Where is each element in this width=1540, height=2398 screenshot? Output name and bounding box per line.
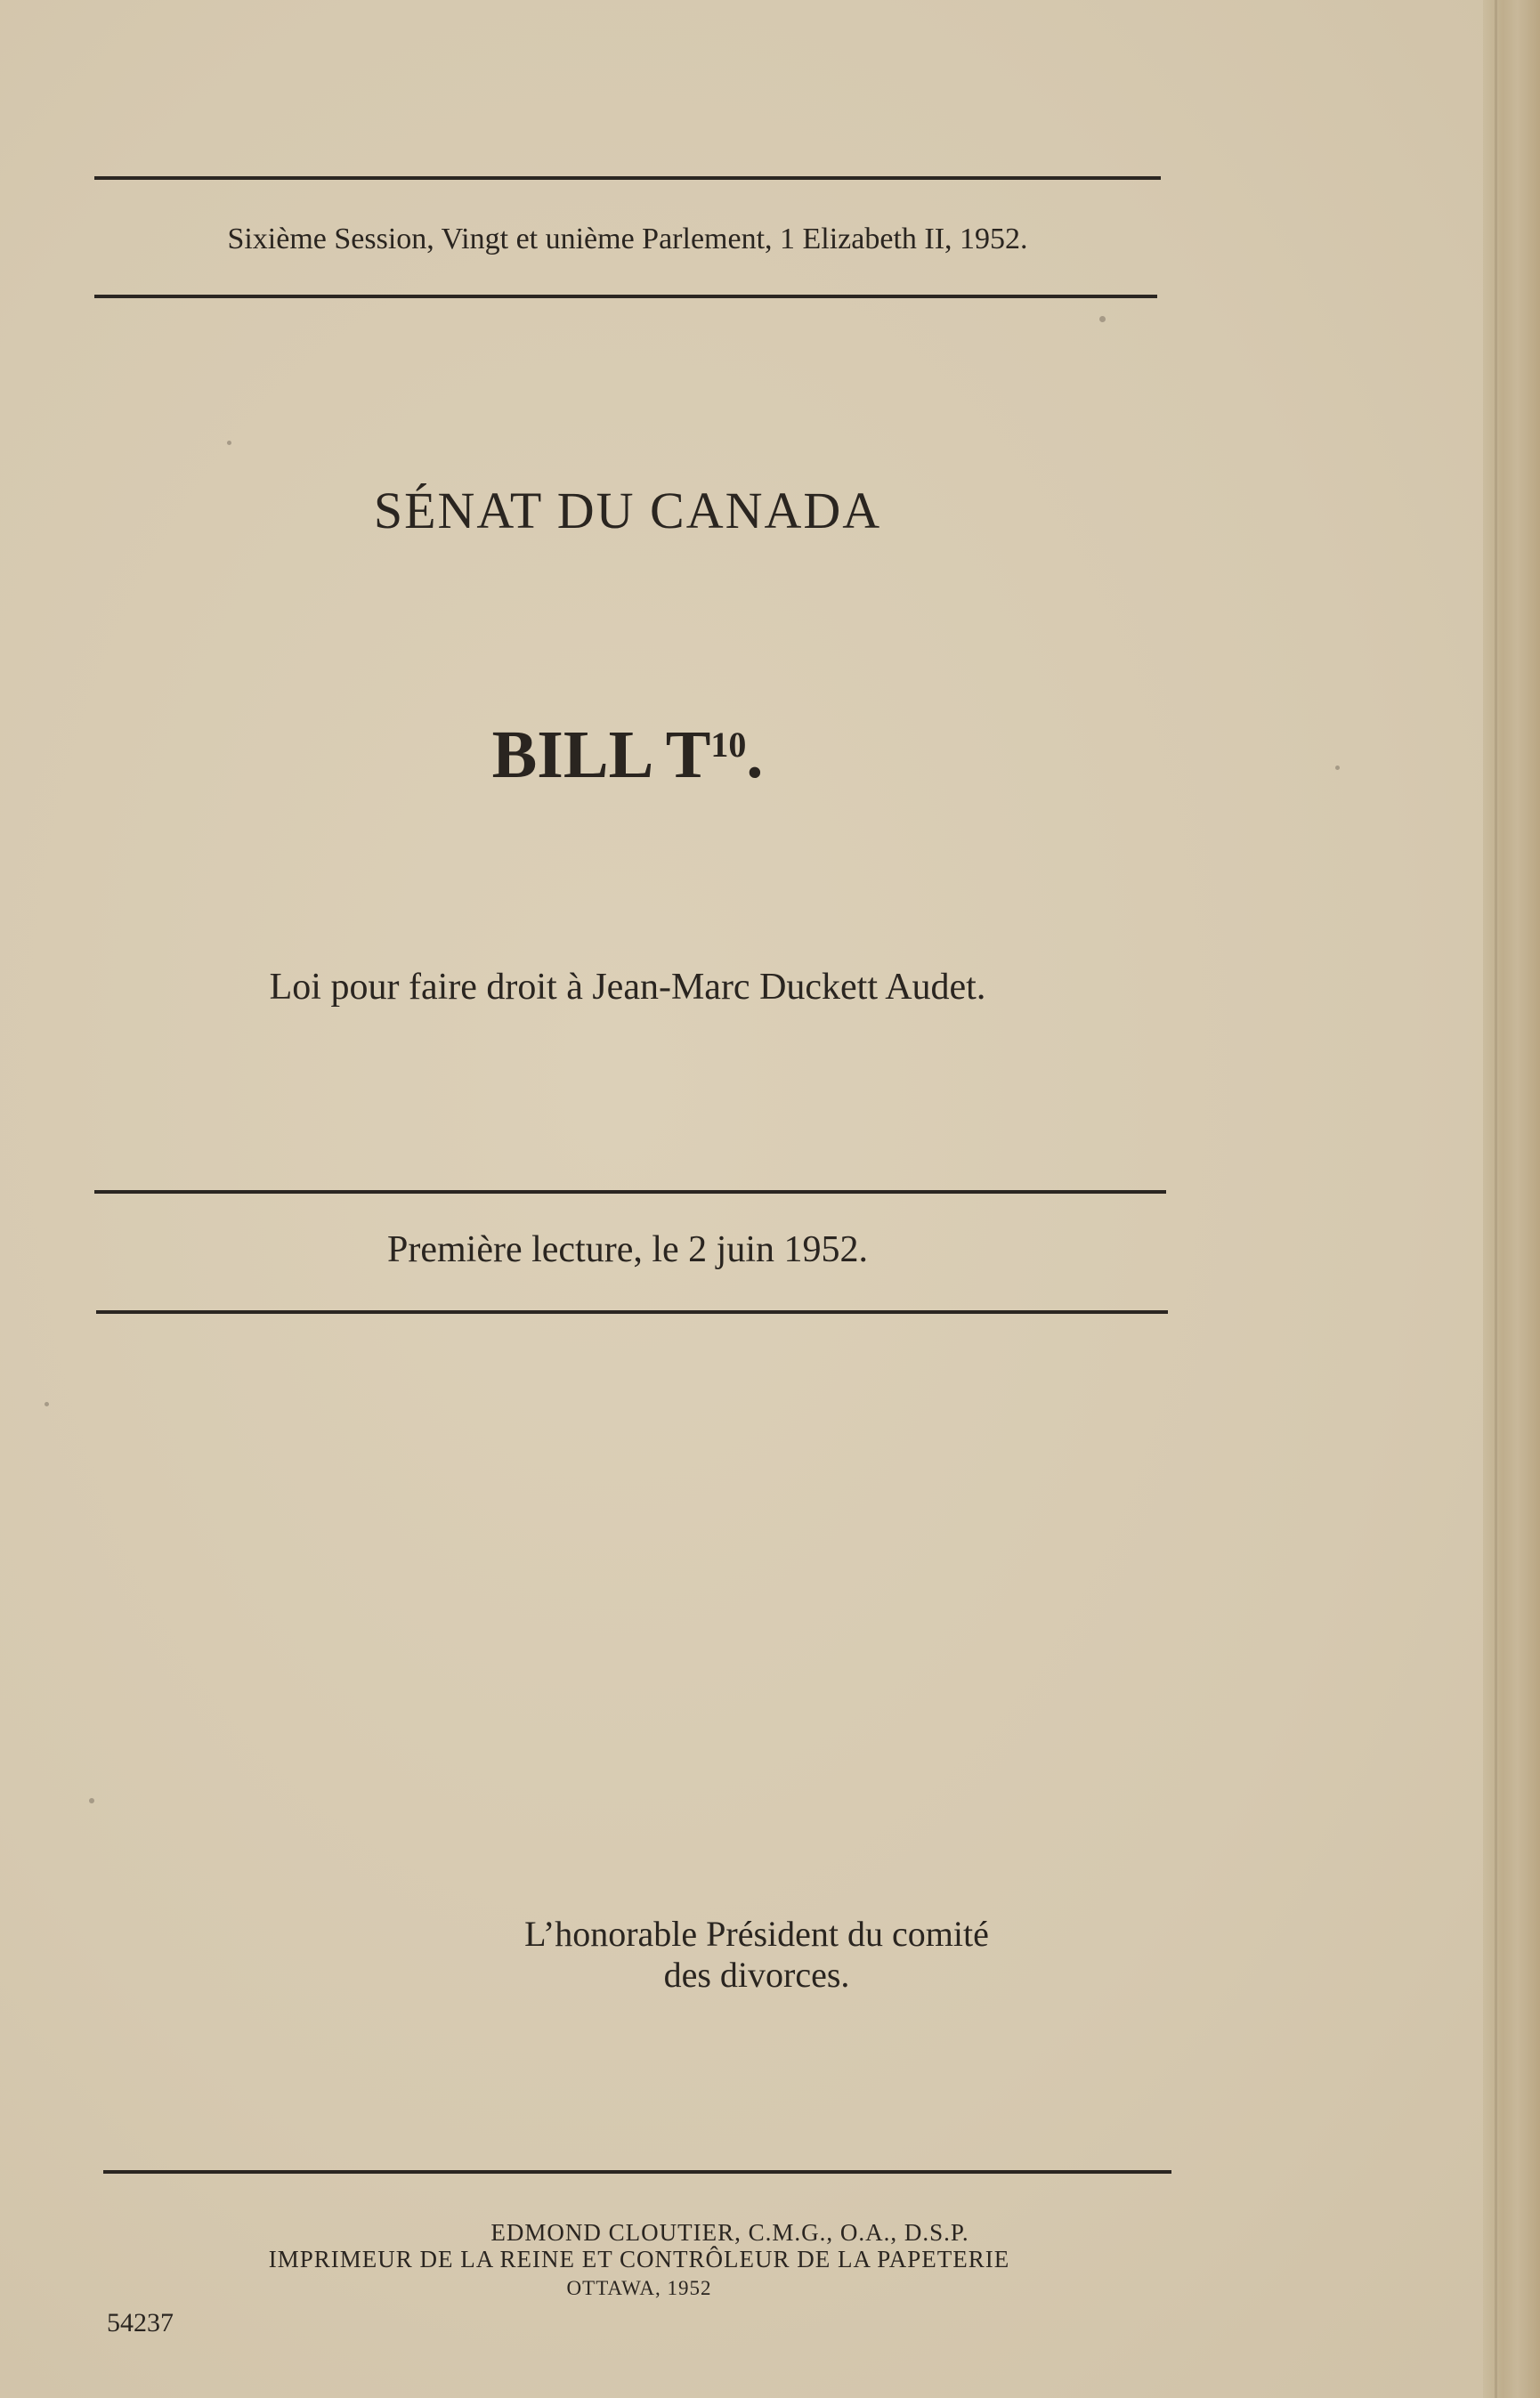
printer-title: IMPRIMEUR DE LA REINE ET CONTRÔLEUR DE LA PAPETERIE xyxy=(268,2246,1010,2272)
paper-speck xyxy=(227,441,231,445)
bill-superscript: 10 xyxy=(710,725,747,765)
footer-rule xyxy=(103,2170,1171,2174)
paper-speck xyxy=(45,1402,49,1406)
bill-prefix: BILL T xyxy=(491,717,711,792)
header-top-rule xyxy=(94,176,1161,180)
paper-speck xyxy=(89,1798,94,1803)
paper-speck xyxy=(1099,316,1106,322)
bill-title xyxy=(0,717,1255,794)
sponsor-line-1: L’honorable Président du comité xyxy=(524,1914,989,1954)
reading-top-rule xyxy=(94,1190,1166,1194)
document-number: 54237 xyxy=(107,2308,174,2337)
bill-suffix: . xyxy=(746,717,764,792)
printer-city: OTTAWA, 1952 xyxy=(566,2277,712,2299)
session-line: Sixième Session, Vingt et unième Parlement, 1 Elizabeth II, 1952. xyxy=(227,223,1028,255)
page-edge-line xyxy=(1495,0,1497,2398)
printer-name: EDMOND CLOUTIER, C.M.G., O.A., D.S.P. xyxy=(490,2219,969,2246)
bill-subject: Loi pour faire droit à Jean-Marc Duckett Audet. xyxy=(269,967,986,1008)
page-edge xyxy=(1483,0,1540,2398)
sponsor-line-2: des divorces. xyxy=(663,1955,850,1995)
paper-speck xyxy=(1335,766,1340,770)
first-reading: Première lecture, le 2 juin 1952. xyxy=(387,1229,868,1270)
reading-bottom-rule xyxy=(96,1310,1168,1314)
house-title: SÉNAT DU CANADA xyxy=(373,482,882,539)
header-bottom-rule xyxy=(94,295,1157,298)
